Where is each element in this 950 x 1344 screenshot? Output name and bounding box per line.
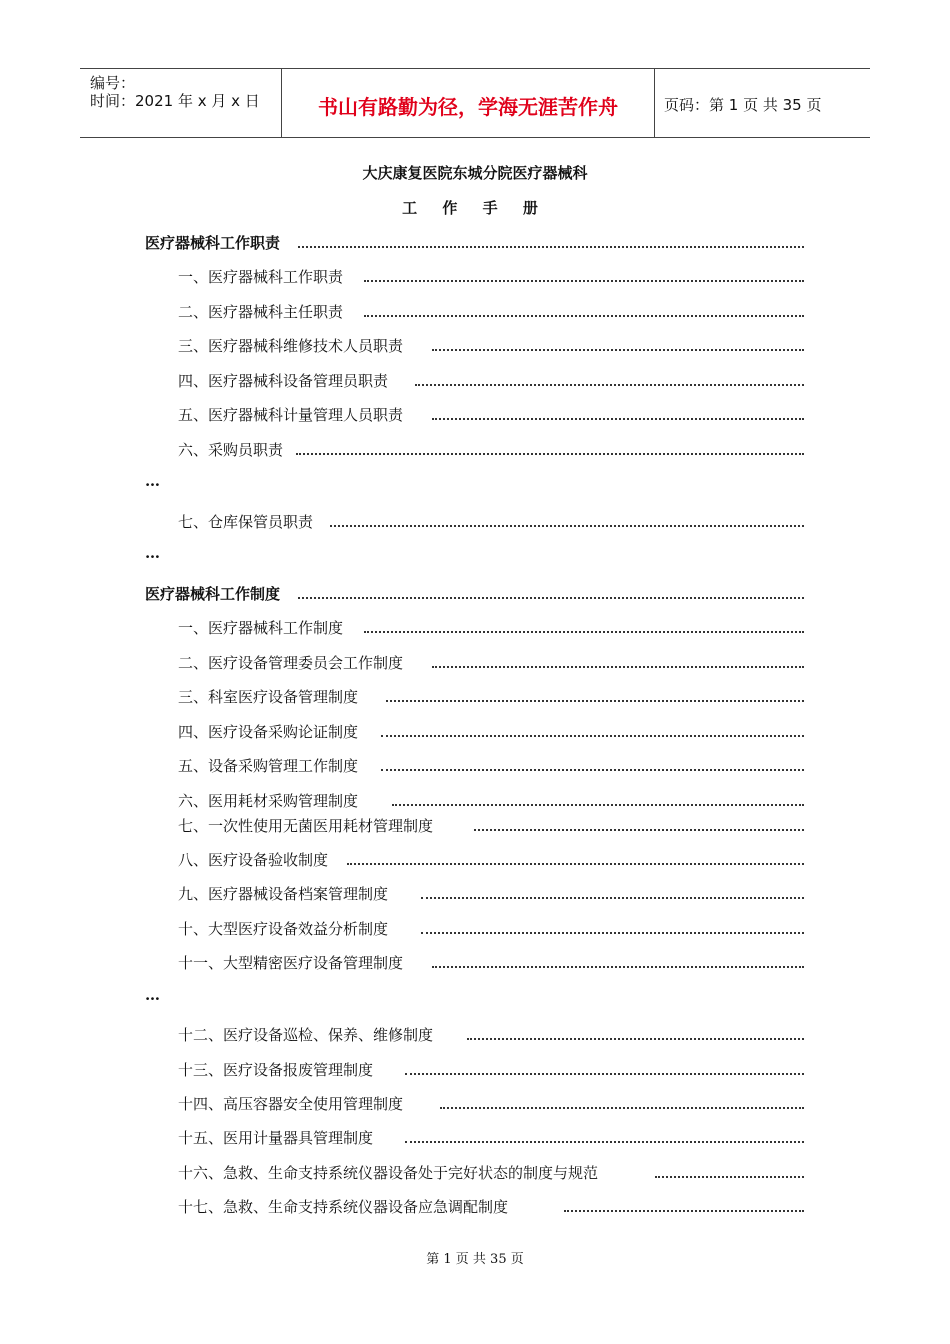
toc-item[interactable]	[0, 1162, 950, 1184]
toc-item[interactable]	[0, 952, 950, 974]
toc-item-label: 五、医疗器械科计量管理人员职责	[178, 406, 404, 424]
toc-item[interactable]	[0, 918, 950, 940]
toc-item[interactable]	[0, 849, 950, 871]
document-subtitle: 工 作 手 册	[402, 199, 548, 217]
toc-item-label: 二、医疗器械科主任职责	[178, 303, 344, 321]
toc-leader	[386, 692, 804, 702]
toc-leader	[364, 623, 804, 633]
toc-item[interactable]	[0, 686, 950, 708]
serial-label: 编号：	[90, 74, 136, 92]
toc-item[interactable]	[0, 266, 950, 288]
motto-text: 书山有路勤为径，学海无涯苦作舟	[318, 95, 618, 119]
toc-leader	[474, 821, 804, 831]
toc-item[interactable]	[0, 1127, 950, 1149]
toc-leader	[298, 238, 804, 248]
toc-leader	[392, 796, 804, 806]
toc-item[interactable]	[0, 1024, 950, 1046]
toc-leader	[364, 272, 804, 282]
toc-leader	[381, 761, 804, 771]
toc-section-1[interactable]	[0, 232, 950, 254]
toc-section-2[interactable]	[0, 583, 950, 605]
toc-leader	[415, 376, 804, 386]
toc-ellipsis: …	[145, 986, 160, 1004]
toc-item[interactable]	[0, 404, 950, 426]
header-center-cell	[281, 69, 655, 137]
toc-ellipsis: …	[145, 544, 160, 562]
toc-item[interactable]	[0, 370, 950, 392]
toc-item[interactable]	[0, 511, 950, 533]
toc-item-label: 三、医疗器械科维修技术人员职责	[178, 337, 404, 355]
toc-item-label: 六、医用耗材采购管理制度	[178, 792, 359, 810]
toc-item-label: 四、医疗器械科设备管理员职责	[178, 372, 389, 390]
toc-item[interactable]	[0, 815, 950, 837]
time-label: 时间：2021 年 x 月 x 日	[90, 92, 260, 110]
toc-item[interactable]	[0, 335, 950, 357]
toc-leader	[364, 307, 804, 317]
toc-item[interactable]	[0, 1093, 950, 1115]
toc-item[interactable]	[0, 1196, 950, 1218]
toc-ellipsis: …	[145, 472, 160, 490]
toc-item-label: 六、采购员职责	[178, 441, 284, 459]
toc-item-label: 二、医疗设备管理委员会工作制度	[178, 654, 404, 672]
toc-leader	[564, 1202, 804, 1212]
page-footer: 第 1 页 共 35 页	[426, 1252, 524, 1267]
toc-item[interactable]	[0, 721, 950, 743]
toc-leader	[432, 958, 804, 968]
toc-leader	[432, 658, 804, 668]
toc-item-label: 十二、医疗设备巡检、保养、维修制度	[178, 1026, 434, 1044]
toc-leader	[330, 517, 804, 527]
toc-item-label: 七、一次性使用无菌医用耗材管理制度	[178, 817, 434, 835]
toc-item-label: 十七、急救、生命支持系统仪器设备应急调配制度	[178, 1198, 509, 1216]
document-title: 大庆康复医院东城分院医疗器械科	[362, 164, 588, 182]
toc-section-label: 医疗器械科工作制度	[145, 585, 281, 603]
toc-item-label: 十、大型医疗设备效益分析制度	[178, 920, 389, 938]
toc-item[interactable]	[0, 1059, 950, 1081]
toc-item-label: 十一、大型精密医疗设备管理制度	[178, 954, 404, 972]
page-info: 页码：第 1 页 共 35 页	[664, 96, 822, 114]
toc-leader	[467, 1030, 804, 1040]
toc-item[interactable]	[0, 301, 950, 323]
page-header	[80, 68, 870, 138]
toc-item[interactable]	[0, 755, 950, 777]
header-right-cell	[654, 69, 870, 137]
toc-item[interactable]	[0, 439, 950, 461]
toc-leader	[432, 410, 804, 420]
toc-item[interactable]	[0, 652, 950, 674]
toc-leader	[432, 341, 804, 351]
toc-item-label: 八、医疗设备验收制度	[178, 851, 329, 869]
header-left-cell	[80, 69, 280, 137]
toc-leader	[421, 889, 804, 899]
toc-item-label: 一、医疗器械科工作职责	[178, 268, 344, 286]
toc-item-label: 九、医疗器械设备档案管理制度	[178, 885, 389, 903]
toc-leader	[655, 1168, 804, 1178]
toc-item-label: 十六、急救、生命支持系统仪器设备处于完好状态的制度与规范	[178, 1164, 599, 1182]
toc-leader	[440, 1099, 804, 1109]
toc-leader	[405, 1133, 804, 1143]
toc-item-label: 五、设备采购管理工作制度	[178, 757, 359, 775]
toc-leader	[405, 1065, 804, 1075]
toc-item-label: 三、科室医疗设备管理制度	[178, 688, 359, 706]
toc-item-label: 一、医疗器械科工作制度	[178, 619, 344, 637]
toc-item[interactable]	[0, 790, 950, 812]
toc-item-label: 十三、医疗设备报废管理制度	[178, 1061, 374, 1079]
toc-item-label: 十五、医用计量器具管理制度	[178, 1129, 374, 1147]
toc-item-label: 四、医疗设备采购论证制度	[178, 723, 359, 741]
toc-item[interactable]	[0, 883, 950, 905]
toc-item-label: 十四、高压容器安全使用管理制度	[178, 1095, 404, 1113]
toc-item-label: 七、仓库保管员职责	[178, 513, 314, 531]
toc-leader	[421, 924, 804, 934]
toc-leader	[347, 855, 804, 865]
toc-leader	[381, 727, 804, 737]
toc-leader	[298, 589, 804, 599]
toc-section-label: 医疗器械科工作职责	[145, 234, 281, 252]
toc-leader	[296, 445, 804, 455]
toc-item[interactable]	[0, 617, 950, 639]
